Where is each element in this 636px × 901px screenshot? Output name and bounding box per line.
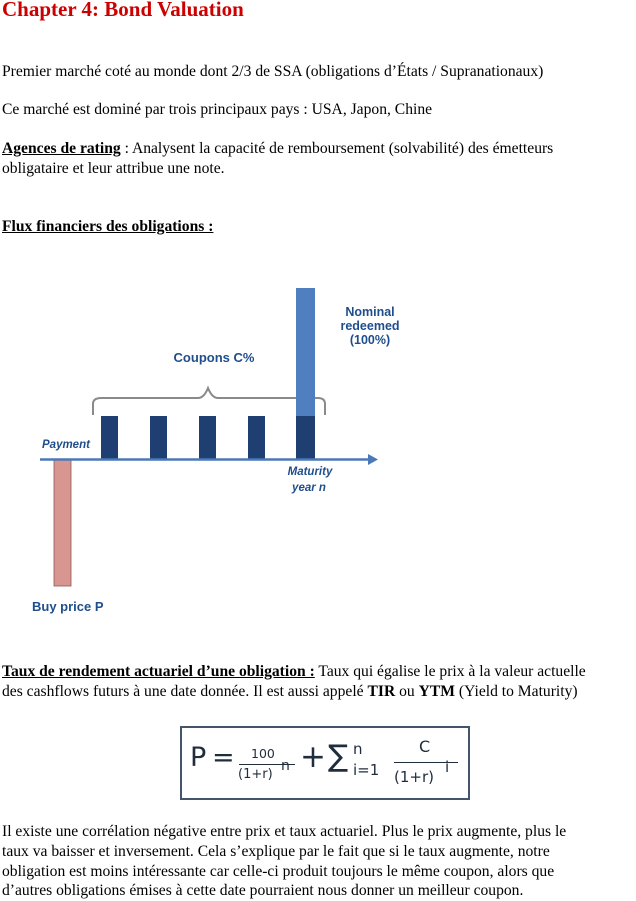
formula-numerator-100: 100	[251, 746, 275, 761]
paragraph-rating-line2: obligataire et leur attribue une note.	[2, 160, 225, 177]
formula-denominator-1: (1+r)	[238, 767, 273, 782]
coupons-brace	[93, 388, 325, 415]
final-paragraph-line3: obligation est moins intéressante car celle-ci produit toujours le même coupon, alors que	[2, 863, 555, 880]
taux-term: Taux de rendement actuariel d’une obligation :	[2, 663, 315, 680]
nominal-label-line2: redeemed	[340, 319, 400, 333]
bond-cashflow-diagram	[0, 270, 420, 625]
payment-label: Payment	[42, 439, 90, 451]
paragraph-countries: Ce marché est dominé par trois principaux pays : USA, Japon, Chine	[2, 101, 433, 118]
rating-term: Agences de rating	[2, 140, 121, 157]
final-paragraph-line4: d’autres obligations émises à cette date pourraient nous donner un meilleur coupon.	[2, 882, 524, 899]
formula-sigma: ∑	[328, 739, 349, 774]
taux-line2-text: des cashflows futurs à une date donnée. Il est aussi appelé	[2, 683, 368, 700]
paragraph-rating-line1	[2, 139, 553, 159]
taux-definition: Taux qui égalise le prix à la valeur actuelle	[314, 663, 586, 680]
nominal-label-line1: Nominal	[345, 305, 395, 319]
timeline-arrowhead	[368, 454, 378, 465]
coupon-bar	[199, 416, 216, 459]
formula-denominator-1-exponent: n	[281, 758, 290, 774]
bond-price-formula	[180, 726, 470, 800]
formula-plus: +	[300, 739, 326, 775]
chapter-title: Chapter 4: Bond Valuation	[2, 0, 244, 21]
ytm-abbrev: YTM	[418, 683, 455, 700]
taux-line2-end: (Yield to Maturity)	[455, 683, 578, 700]
coupon-bar	[101, 416, 118, 459]
coupon-bar	[248, 416, 265, 459]
formula-sigma-upper: n	[353, 740, 363, 758]
tir-abbrev: TIR	[367, 683, 396, 700]
formula-equals: =	[212, 742, 235, 773]
taux-ou: ou	[395, 683, 419, 700]
maturity-label-line1: Maturity	[287, 466, 333, 478]
flux-heading: Flux financiers des obligations :	[2, 218, 214, 235]
coupon-bar-maturity	[296, 416, 315, 459]
coupon-bar	[150, 416, 167, 459]
buy-price-bar	[54, 460, 71, 586]
paragraph-taux-line2	[2, 682, 578, 702]
final-paragraph-line2: taux va baisser et inversement. Cela s’explique par le fait que si le taux augmente, notre	[2, 843, 550, 860]
coupons-label: Coupons C%	[173, 350, 255, 365]
formula-denominator-2: (1+r)	[394, 768, 434, 786]
formula-denominator-2-exponent: i	[445, 758, 450, 776]
formula-sigma-lower: i=1	[353, 761, 380, 779]
formula-numerator-c: C	[419, 737, 431, 756]
final-paragraph-line1: Il existe une corrélation négative entre prix et taux actuariel. Plus le prix augmente, plus le	[2, 823, 567, 840]
nominal-redeemed-bar	[296, 288, 315, 416]
formula-lhs: P	[190, 742, 207, 773]
paragraph-taux-line1	[2, 662, 586, 682]
rating-definition: : Analysent la capacité de remboursement (solvabilité) des émetteurs	[120, 140, 554, 157]
nominal-label-line3: (100%)	[349, 333, 391, 347]
buy-price-label: Buy price P	[32, 599, 104, 614]
paragraph-market: Premier marché coté au monde dont 2/3 de SSA (obligations d’États / Supranationaux)	[2, 63, 544, 80]
maturity-label-line2: year n	[292, 482, 326, 494]
